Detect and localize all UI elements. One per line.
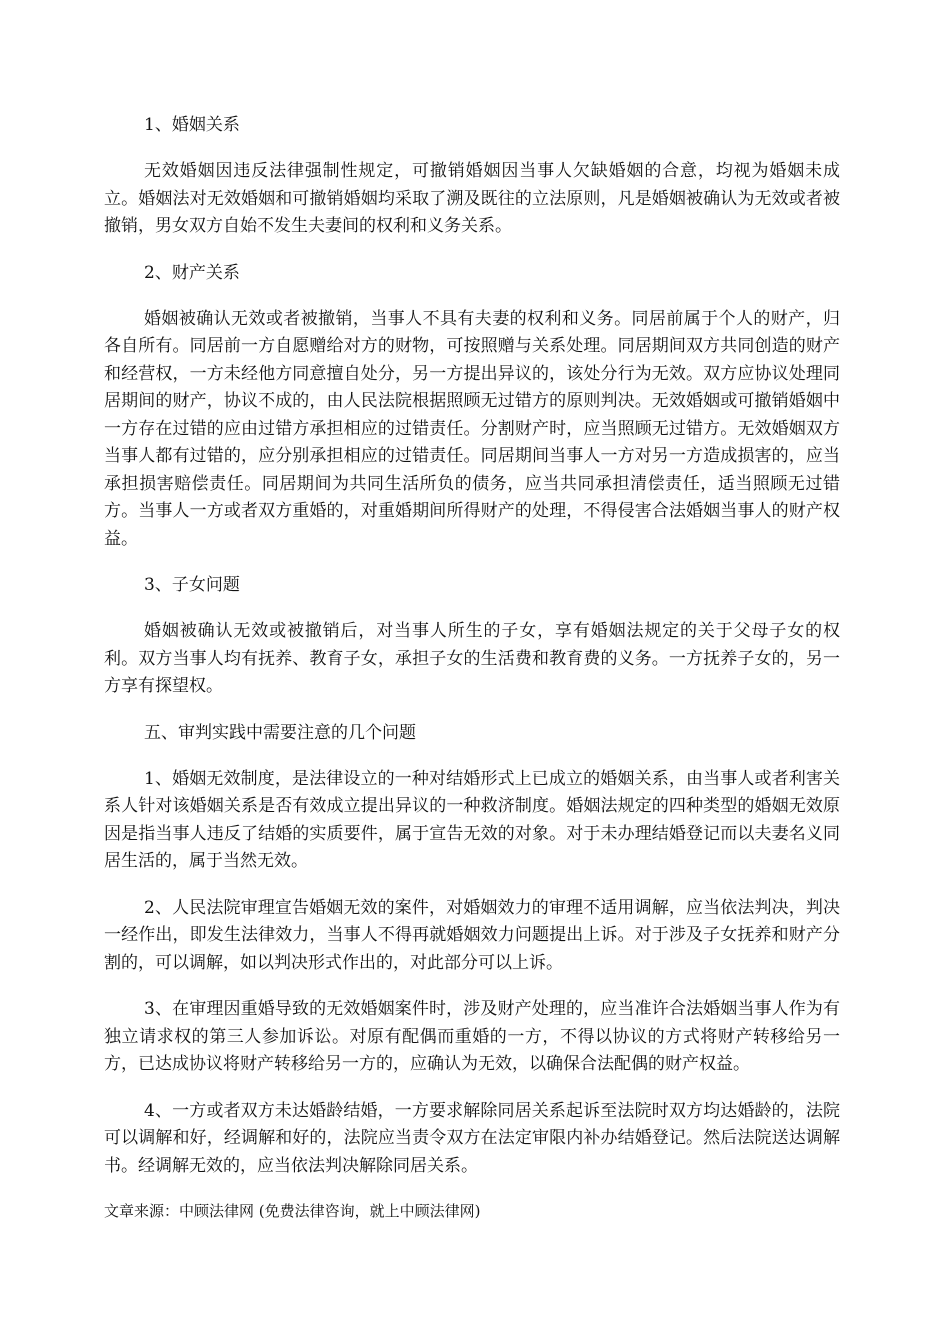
section-heading-property-relation: 2、财产关系 (144, 262, 240, 283)
paragraph-trial-point-3: 3、在审理因重婚导致的无效婚姻案件时，涉及财产处理的，应当准许合法婚姻当事人作为有独立请求权的第三人参加诉讼。对原有配偶而重婚的一方，不得以协议的方式将财产转移给另一方，已达成协议将财产转移给另一方的，应确认为无效，以确保合法配偶的财产权益。 (104, 999, 840, 1074)
paragraph-children: 婚姻被确认无效或被撤销后，对当事人所生的子女，享有婚姻法规定的关于父母子女的权利。双方当事人均有抚养、教育子女，承担子女的生活费和教育费的义务。一方抚养子女的，另一方享有探望权。 (104, 621, 840, 696)
paragraph-trial-point-4: 4、一方或者双方未达婚龄结婚，一方要求解除同居关系起诉至法院时双方均达婚龄的，法院可以调解和好，经调解和好的，法院应当责令双方在法定审限内补办结婚登记。然后法院送达调解书。经调解无效的，应当依法判决解除同居关系。 (104, 1100, 840, 1176)
paragraph-property-relation: 婚姻被确认无效或者被撤销，当事人不具有夫妻的权利和义务。同居前属于个人的财产，归各自所有。同居前一方自愿赠给对方的财物，可按照赠与关系处理。同居期间双方共同创造的财产和经营权，一方未经他方同意擅自处分，另一方提出异议的，该处分行为无效。双方应协议处理同居期间的财产，协议不成的，由人民法院根据照顾无过错方的原则判决。无效婚姻或可撤销婚姻中一方存在过错的应由过错方承担相应的过错责任。分割财产时，应当照顾无过错方。无效婚姻双方当事人都有过错的，应分别承担相应的过错责任。同居期间当事人一方对另一方造成损害的，应当承担损害赔偿责任。同居期间为共同生活所负的债务，应当共同承担清偿责任，适当照顾无过错方。当事人一方或者双方重婚的，对重婚期间所得财产的处理，不得侵害合法婚姻当事人的财产权益。 (104, 308, 840, 549)
paragraph-trial-point-1: 1、婚姻无效制度，是法律设立的一种对结婚形式上已成立的婚姻关系，由当事人或者利害关系人针对该婚姻关系是否有效成立提出异议的一种救济制度。婚姻法规定的四种类型的婚姻无效原因是指当事人违反了结婚的实质要件，属于宣告无效的对象。对于未办理结婚登记而以夫妻名义同居生活的，属于当然无效。 (104, 768, 840, 871)
article-source: 文章来源：中顾法律网 (免费法律咨询，就上中顾法律网) (104, 1202, 481, 1220)
document-body (104, 112, 840, 1223)
paragraph-marriage-relation: 无效婚姻因违反法律强制性规定，可撤销婚姻因当事人欠缺婚姻的合意，均视为婚姻未成立。婚姻法对无效婚姻和可撤销婚姻均采取了溯及既往的立法原则，凡是婚姻被确认为无效或者被撤销，男女双方自始不发生夫妻间的权利和义务关系。 (104, 161, 840, 236)
section-heading-trial-practice: 五、审判实践中需要注意的几个问题 (144, 722, 416, 743)
section-heading-children: 3、子女问题 (144, 575, 240, 595)
paragraph-trial-point-2: 2、人民法院审理宣告婚姻无效的案件，对婚姻效力的审理不适用调解，应当依法判决，判决一经作出，即发生法律效力，当事人不得再就婚姻效力问题提出上诉。对于涉及子女抚养和财产分割的，可以调解，如以判决形式作出的，对此部分可以上诉。 (104, 897, 840, 973)
section-heading-marriage-relation: 1、婚姻关系 (144, 115, 240, 135)
